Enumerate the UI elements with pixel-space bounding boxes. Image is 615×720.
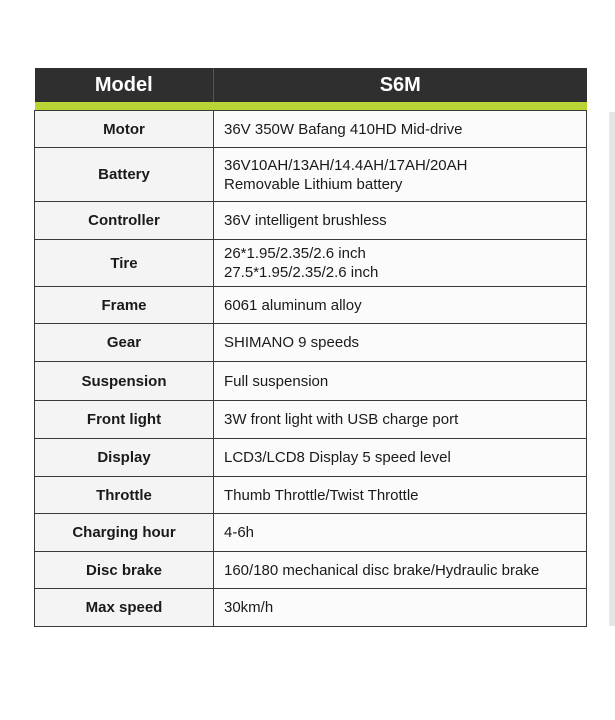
spec-value-line: 3W front light with USB charge port — [224, 411, 459, 428]
spec-table-header — [35, 68, 587, 111]
spec-value — [214, 202, 587, 240]
spec-value — [214, 240, 587, 287]
spec-value-line: Removable Lithium battery — [224, 175, 403, 193]
table-row — [35, 552, 587, 589]
spec-value — [214, 148, 587, 202]
spec-value — [214, 477, 587, 514]
header-accent-bar — [35, 102, 587, 111]
spec-table — [34, 68, 587, 627]
table-row — [35, 287, 587, 324]
spec-label: Motor — [35, 111, 214, 148]
spec-table-body — [35, 111, 587, 627]
page-edge-divider — [609, 112, 615, 626]
table-row — [35, 240, 587, 287]
spec-value — [214, 362, 587, 401]
spec-label: Battery — [35, 148, 214, 202]
spec-value — [214, 324, 587, 362]
spec-value-line: SHIMANO 9 speeds — [224, 334, 360, 351]
table-row — [35, 589, 587, 627]
table-row — [35, 514, 587, 552]
spec-value-line: 27.5*1.95/2.35/2.6 inch — [224, 264, 379, 281]
header-model-name: S6M — [214, 68, 587, 102]
spec-label: Tire — [35, 240, 214, 287]
spec-label: Charging hour — [35, 514, 214, 552]
spec-value — [214, 287, 587, 324]
spec-value-line: 36V10AH/13AH/14.4AH/17AH/20AH — [224, 156, 468, 174]
spec-value — [214, 552, 587, 589]
spec-label: Max speed — [35, 589, 214, 627]
table-row — [35, 202, 587, 240]
spec-value-line: Full suspension — [224, 372, 329, 390]
spec-value — [214, 439, 587, 477]
table-row — [35, 477, 587, 514]
spec-value-line: 36V intelligent brushless — [224, 212, 387, 229]
table-row — [35, 324, 587, 362]
spec-label: Frame — [35, 287, 214, 324]
spec-value — [214, 514, 587, 552]
table-row — [35, 362, 587, 401]
spec-label: Suspension — [35, 362, 214, 401]
table-row — [35, 111, 587, 148]
table-row — [35, 401, 587, 439]
table-row — [35, 439, 587, 477]
spec-label: Front light — [35, 401, 214, 439]
spec-value-line: 36V 350W Bafang 410HD Mid-drive — [224, 120, 463, 138]
spec-value — [214, 111, 587, 148]
spec-value-line: 30km/h — [224, 599, 274, 616]
spec-label: Display — [35, 439, 214, 477]
header-model: Model — [35, 68, 214, 102]
spec-label: Throttle — [35, 477, 214, 514]
spec-value — [214, 401, 587, 439]
spec-value-line: 160/180 mechanical disc brake/Hydraulic brake — [224, 561, 540, 579]
spec-value — [214, 589, 587, 627]
spec-value-line: 4-6h — [224, 524, 255, 541]
table-row — [35, 148, 587, 202]
spec-value-line: Thumb Throttle/Twist Throttle — [224, 486, 419, 504]
spec-label: Controller — [35, 202, 214, 240]
spec-value-line: LCD3/LCD8 Display 5 speed level — [224, 449, 451, 466]
spec-value-line: 26*1.95/2.35/2.6 inch — [224, 245, 366, 262]
spec-label: Disc brake — [35, 552, 214, 589]
spec-value-line: 6061 aluminum alloy — [224, 296, 362, 314]
spec-label: Gear — [35, 324, 214, 362]
